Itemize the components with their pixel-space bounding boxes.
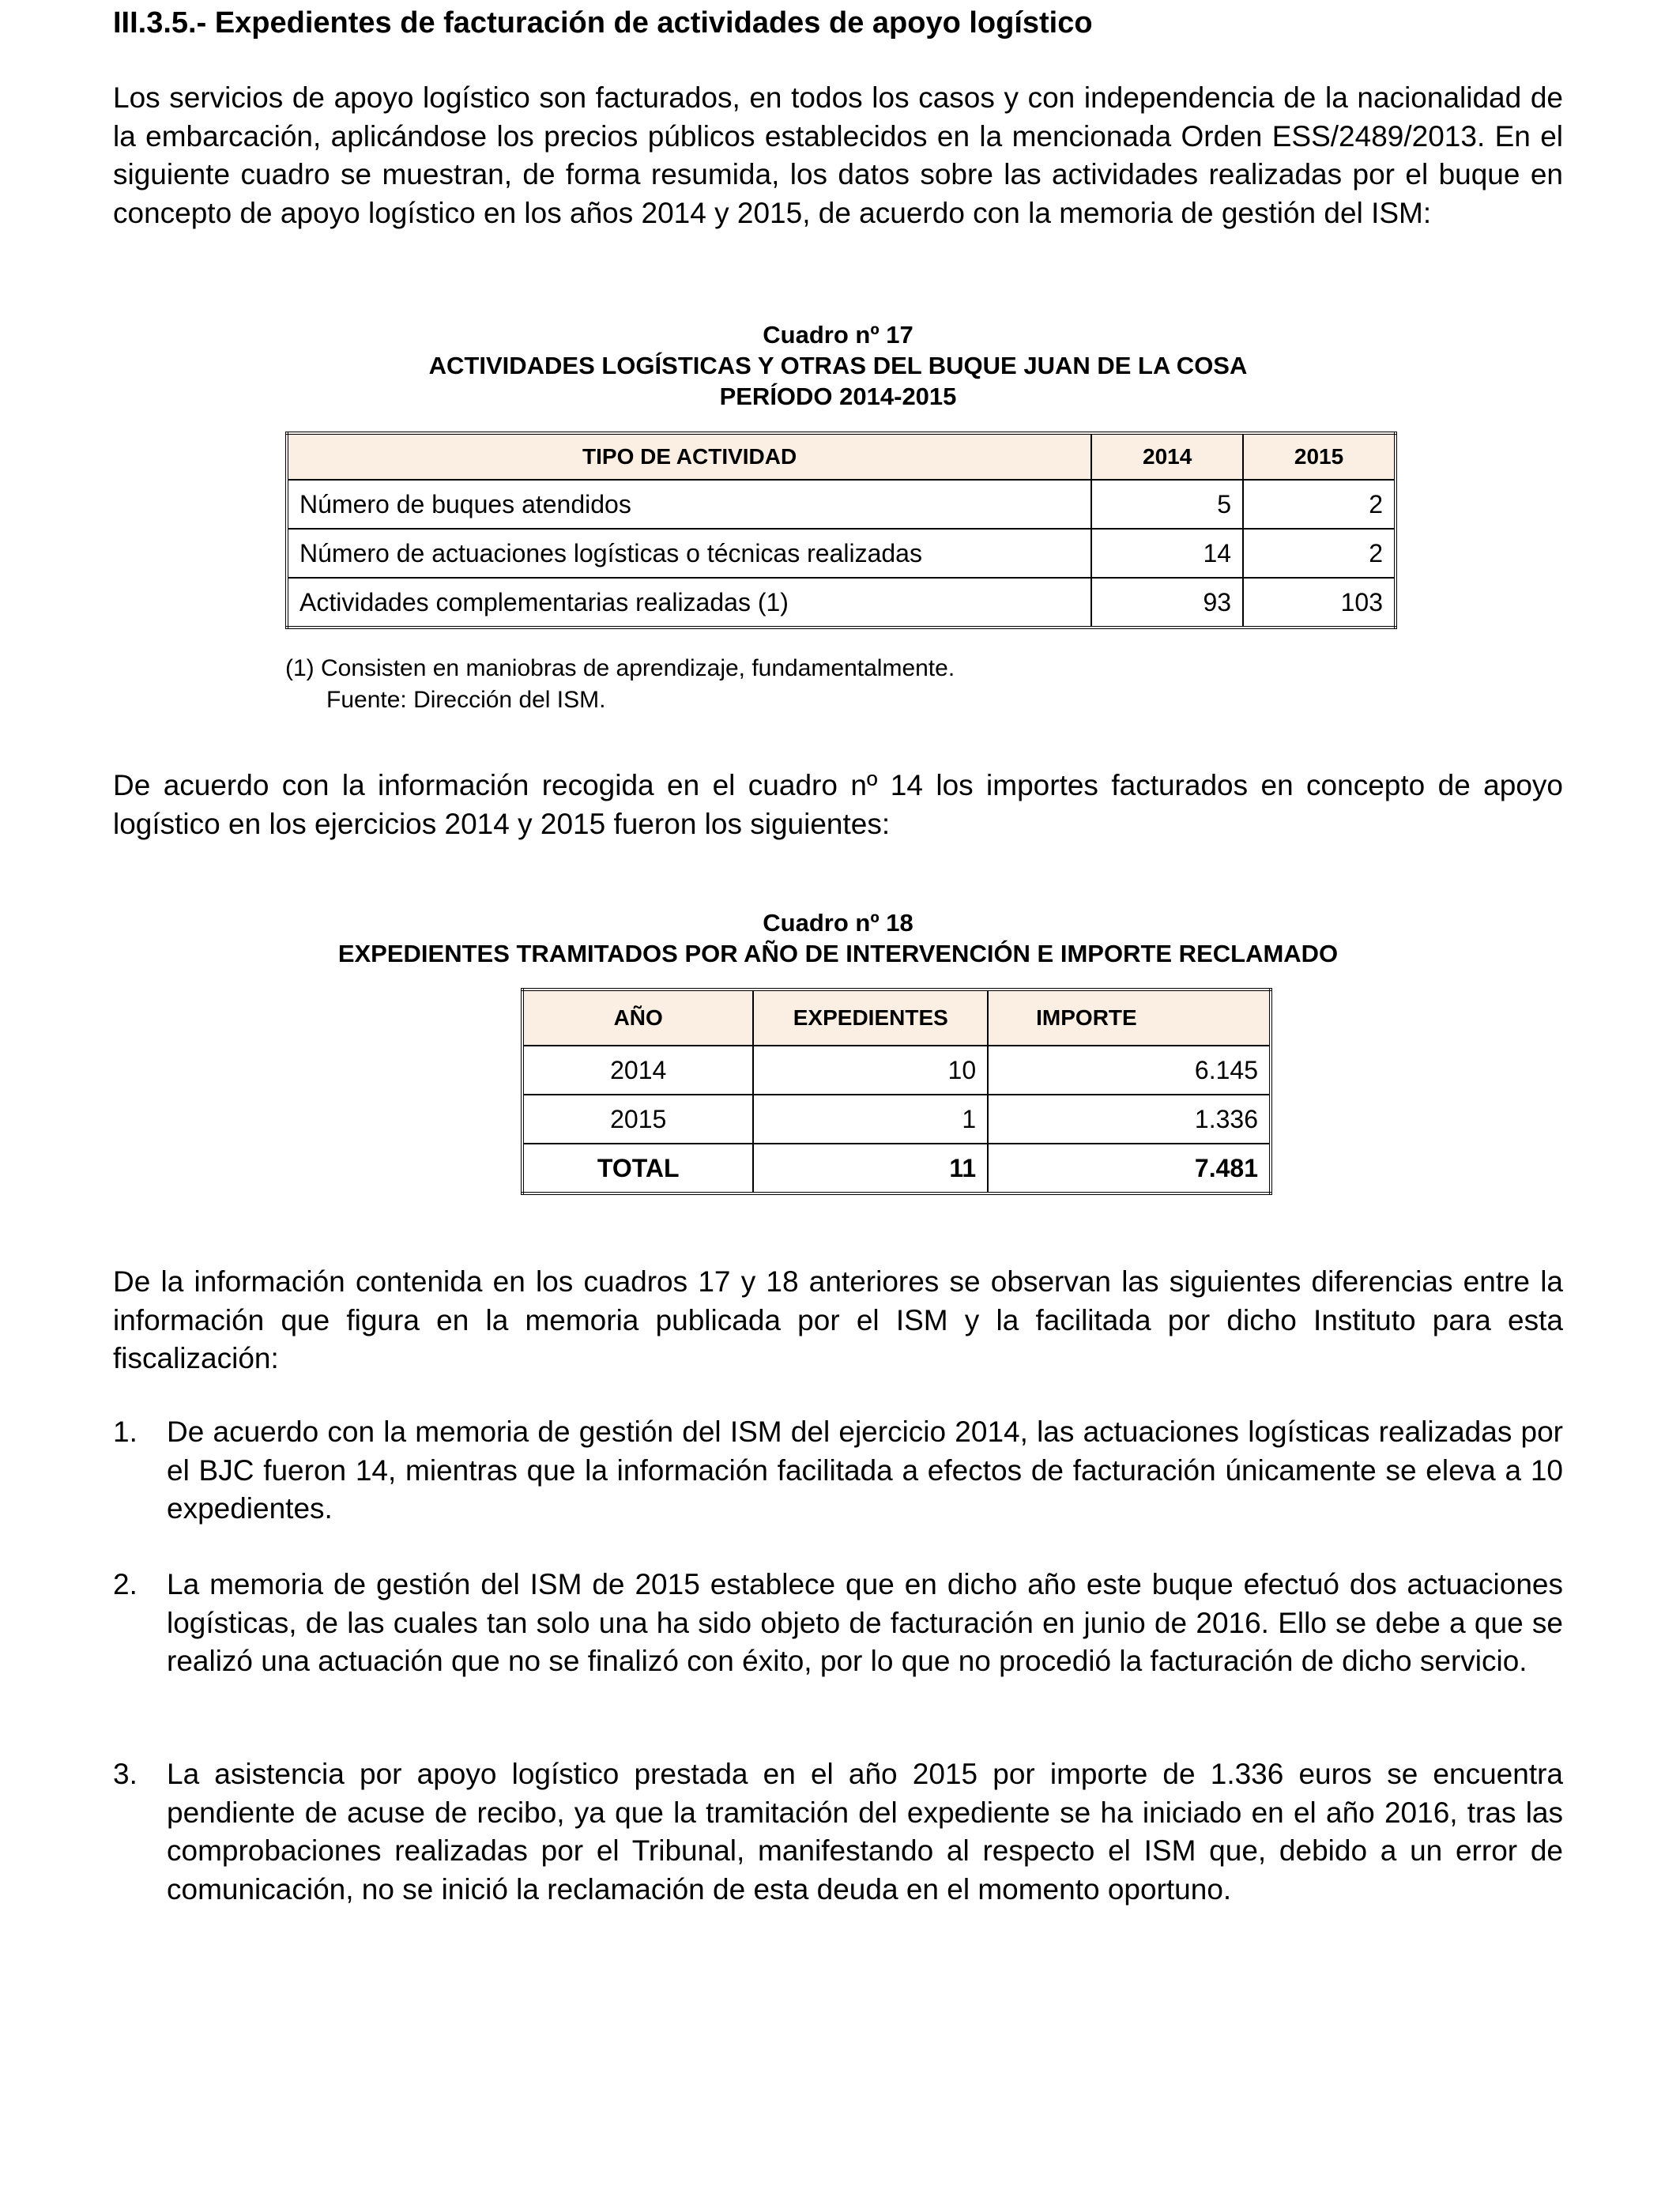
table-row bbox=[287, 578, 1396, 628]
table17-header-row bbox=[287, 433, 1396, 480]
table17-caption-period: PERÍODO 2014-2015 bbox=[719, 383, 957, 410]
list-item-text: De acuerdo con la memoria de gestión del ISM del ejercicio 2014, las actuaciones logísticas realizadas por el BJC fueron 14, mientras que la información facilitada a efectos de facturación únicamente se eleva a 10 expedientes. bbox=[167, 1416, 1563, 1525]
table17-cell-2014: 14 bbox=[1091, 529, 1243, 578]
table17-cell-2014: 93 bbox=[1091, 578, 1243, 628]
table17-header-2014: 2014 bbox=[1091, 433, 1243, 480]
table17 bbox=[285, 432, 1397, 629]
table17-header-activity: TIPO DE ACTIVIDAD bbox=[287, 433, 1091, 480]
table17-caption-number: Cuadro nº 17 bbox=[763, 321, 913, 349]
list-item-text: La memoria de gestión del ISM de 2015 establece que en dicho año este buque efectuó dos actuaciones logísticas, de las cuales tan solo una ha sido objeto de facturación en junio de 2016. Ello se debe a que se realizó una actuación que no se finalizó con éxito, por lo que no procedió la facturación de dicho servicio. bbox=[167, 1568, 1563, 1677]
table18-caption-title: EXPEDIENTES TRAMITADOS POR AÑO DE INTERVENCIÓN E IMPORTE RECLAMADO bbox=[337, 940, 1339, 967]
table18-total-amount: 7.481 bbox=[988, 1144, 1271, 1193]
table18-total-label: TOTAL bbox=[522, 1144, 753, 1193]
table18-cell-amount: 6.145 bbox=[988, 1046, 1271, 1095]
table-row bbox=[287, 529, 1396, 578]
table17-cell-2015: 103 bbox=[1243, 578, 1396, 628]
table18-header-year: AÑO bbox=[522, 990, 753, 1046]
section-heading: III.3.5.- Expedientes de facturación de actividades de apoyo logístico bbox=[113, 6, 1093, 40]
table17-cell-2014: 5 bbox=[1091, 480, 1243, 529]
table17-cell-2015: 2 bbox=[1243, 529, 1396, 578]
table18-total-row bbox=[522, 1144, 1271, 1193]
table17-cell-activity: Número de buques atendidos bbox=[287, 480, 1091, 529]
middle-paragraph: De acuerdo con la información recogida en el cuadro nº 14 los importes facturados en concepto de apoyo logístico en los ejercicios 2014 y 2015 fueron los siguientes: bbox=[113, 769, 1563, 840]
table18-cell-files: 10 bbox=[753, 1046, 988, 1095]
table18-header-amount: IMPORTE bbox=[988, 990, 1271, 1046]
table17-caption-title: ACTIVIDADES LOGÍSTICAS Y OTRAS DEL BUQUE JUAN DE LA COSA bbox=[428, 352, 1248, 379]
table18-cell-year: 2015 bbox=[522, 1095, 753, 1144]
table18-total-files: 11 bbox=[753, 1144, 988, 1193]
table18-cell-files: 1 bbox=[753, 1095, 988, 1144]
table18 bbox=[521, 988, 1272, 1195]
table17-cell-activity: Número de actuaciones logísticas o técnicas realizadas bbox=[287, 529, 1091, 578]
table17-header-2015: 2015 bbox=[1243, 433, 1396, 480]
table18-cell-year: 2014 bbox=[522, 1046, 753, 1095]
differences-paragraph: De la información contenida en los cuadros 17 y 18 anteriores se observan las siguientes diferencias entre la información que figura en la memoria publicada por el ISM y la facilitada por dicho Instituto para esta fiscalización: bbox=[113, 1265, 1563, 1374]
table17-cell-activity: Actividades complementarias realizadas (1) bbox=[287, 578, 1091, 628]
table18-caption-number: Cuadro nº 18 bbox=[763, 909, 913, 937]
table-row bbox=[522, 1095, 1271, 1144]
table-row bbox=[287, 480, 1396, 529]
intro-paragraph: Los servicios de apoyo logístico son facturados, en todos los casos y con independencia de la nacionalidad de la embarcación, aplicándose los precios públicos establecidos en la mencionada Orden ESS/2489/2013. En el siguiente cuadro se muestran, de forma resumida, los datos sobre las actividades realizadas por el buque en concepto de apoyo logístico en los años 2014 y 2015, de acuerdo con la memoria de gestión del ISM: bbox=[113, 81, 1563, 229]
table17-note: (1) Consisten en maniobras de aprendizaje, fundamentalmente. bbox=[285, 655, 955, 681]
table17-cell-2015: 2 bbox=[1243, 480, 1396, 529]
table18-header-files: EXPEDIENTES bbox=[753, 990, 988, 1046]
list-item-number: 1. bbox=[113, 1416, 137, 1448]
list-item-number: 3. bbox=[113, 1758, 137, 1790]
table17-source: Fuente: Dirección del ISM. bbox=[326, 687, 606, 713]
list-item-number: 2. bbox=[113, 1568, 137, 1600]
table18-cell-amount: 1.336 bbox=[988, 1095, 1271, 1144]
table18-header-row bbox=[522, 990, 1271, 1046]
list-item-text: La asistencia por apoyo logístico prestada en el año 2015 por importe de 1.336 euros se encuentra pendiente de acuse de recibo, ya que la tramitación del expediente se ha iniciado en el año 2016, tras las comprobaciones realizadas por el Tribunal, manifestando al respecto el ISM que, debido a un error de comunicación, no se inició la reclamación de esta deuda en el momento oportuno. bbox=[167, 1758, 1563, 1906]
table-row bbox=[522, 1046, 1271, 1095]
